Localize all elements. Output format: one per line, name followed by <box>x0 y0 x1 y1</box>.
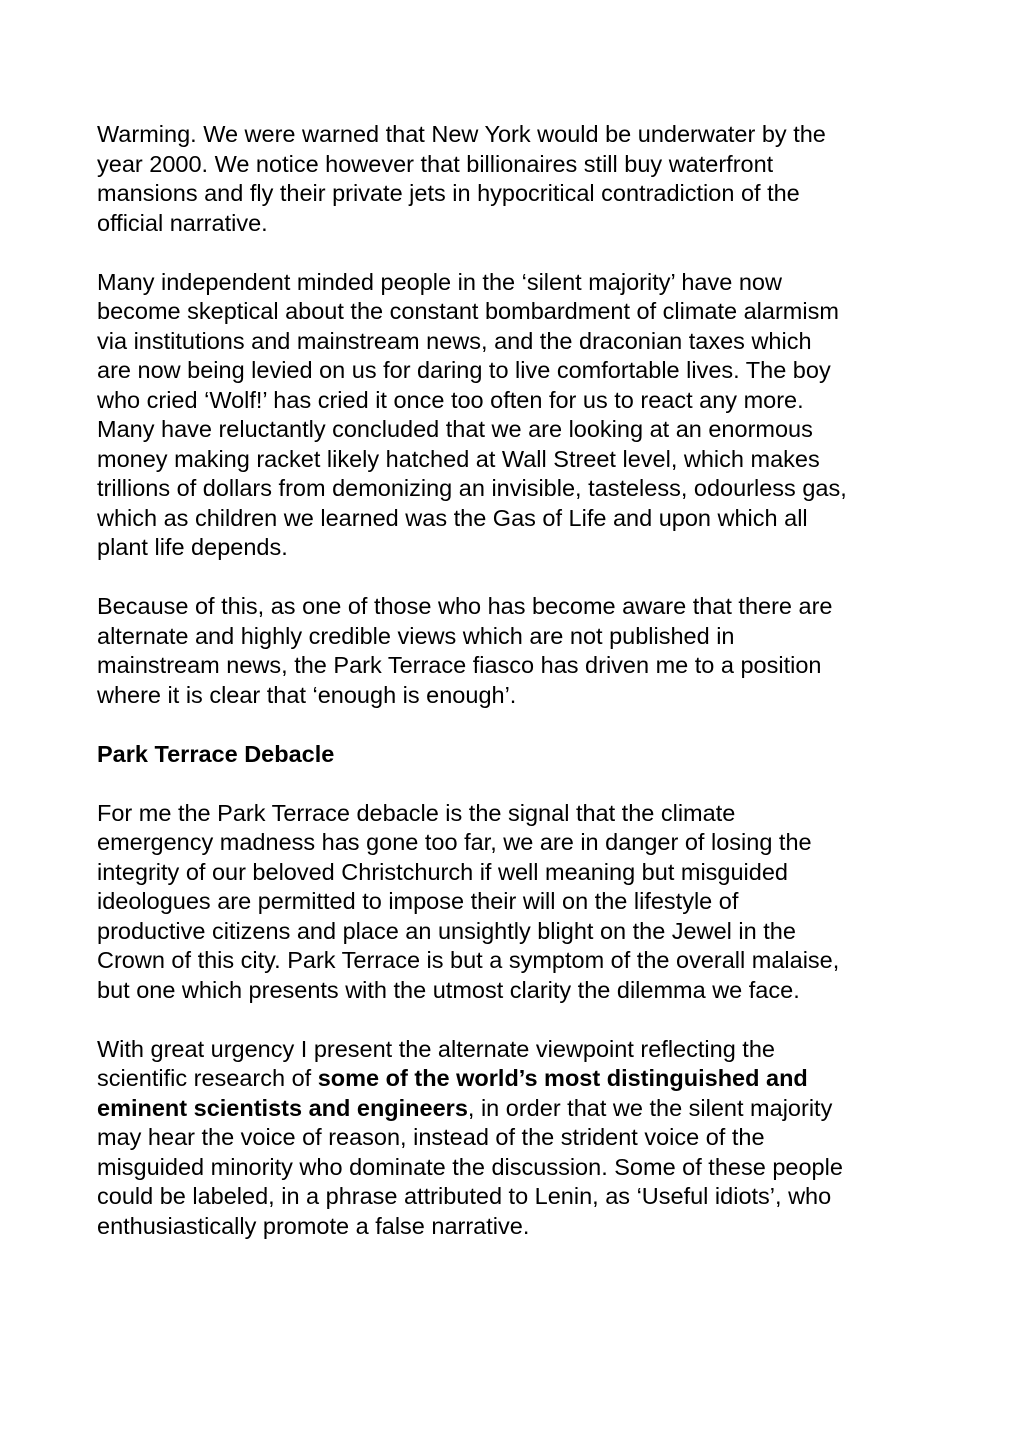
paragraph-line: misguided minority who dominate the discussion. Some of these people <box>97 1153 843 1180</box>
paragraph-line: enthusiastically promote a false narrative. <box>97 1212 530 1239</box>
paragraph-line: official narrative. <box>97 209 268 236</box>
paragraph-line: With great urgency I present the alternate viewpoint reflecting the <box>97 1035 775 1062</box>
paragraph-1 <box>97 120 927 238</box>
paragraph-3 <box>97 592 927 710</box>
paragraph-line: who cried ‘Wolf!’ has cried it once too often for us to react any more. <box>97 386 804 413</box>
paragraph-line: Many have reluctantly concluded that we are looking at an enormous <box>97 416 813 442</box>
paragraph-line: For me the Park Terrace debacle is the signal that the climate <box>97 799 736 826</box>
paragraph-line-mixed <box>97 1094 927 1124</box>
paragraph-line: mansions and fly their private jets in hypocritical contradiction of the <box>97 180 800 206</box>
paragraph-4 <box>97 799 927 1006</box>
paragraph-5 <box>97 1035 927 1242</box>
paragraph-line: which as children we learned was the Gas of Life and upon which all <box>97 504 808 531</box>
section-heading: Park Terrace Debacle <box>97 740 335 767</box>
plain-text: , in order that we the silent majority <box>467 1094 833 1121</box>
paragraph-line: but one which presents with the utmost clarity the dilemma we face. <box>97 976 800 1003</box>
paragraph-line: may hear the voice of reason, instead of the strident voice of the <box>97 1124 765 1150</box>
paragraph-line: are now being levied on us for daring to live comfortable lives. The boy <box>97 357 831 383</box>
paragraph-line: Many independent minded people in the ‘silent majority’ have now <box>97 268 782 295</box>
paragraph-line: alternate and highly credible views which are not published in <box>97 622 735 649</box>
paragraph-line: emergency madness has gone too far, we are in danger of losing the <box>97 829 812 855</box>
paragraph-line: mainstream news, the Park Terrace fiasco has driven me to a position <box>97 652 822 678</box>
paragraph-line: trillions of dollars from demonizing an invisible, tasteless, odourless gas, <box>97 475 847 501</box>
paragraph-line: could be labeled, in a phrase attributed to Lenin, as ‘Useful idiots’, who <box>97 1183 832 1209</box>
paragraph-line: via institutions and mainstream news, and the draconian taxes which <box>97 327 812 354</box>
plain-text: scientific research of <box>97 1065 318 1091</box>
paragraph-line: plant life depends. <box>97 534 288 560</box>
paragraph-line-mixed <box>97 1064 927 1094</box>
paragraph-line: Warming. We were warned that New York would be underwater by the <box>97 121 826 147</box>
paragraph-line: money making racket likely hatched at Wall Street level, which makes <box>97 445 820 472</box>
paragraph-line: where it is clear that ‘enough is enough’. <box>97 681 517 708</box>
paragraph-line: year 2000. We notice however that billionaires still buy waterfront <box>97 150 774 177</box>
paragraph-2 <box>97 268 927 563</box>
paragraph-line: become skeptical about the constant bombardment of climate alarmism <box>97 298 839 324</box>
paragraph-line: Because of this, as one of those who has become aware that there are <box>97 593 833 619</box>
paragraph-line: Crown of this city. Park Terrace is but a symptom of the overall malaise, <box>97 947 840 973</box>
paragraph-line: integrity of our beloved Christchurch if well meaning but misguided <box>97 858 788 885</box>
paragraph-line: ideologues are permitted to impose their will on the lifestyle of <box>97 888 739 914</box>
bold-text: eminent scientists and engineers <box>97 1094 468 1121</box>
paragraph-line: productive citizens and place an unsightly blight on the Jewel in the <box>97 917 796 944</box>
document-body <box>97 120 927 1271</box>
bold-text: some of the world’s most distinguished and <box>317 1065 808 1091</box>
